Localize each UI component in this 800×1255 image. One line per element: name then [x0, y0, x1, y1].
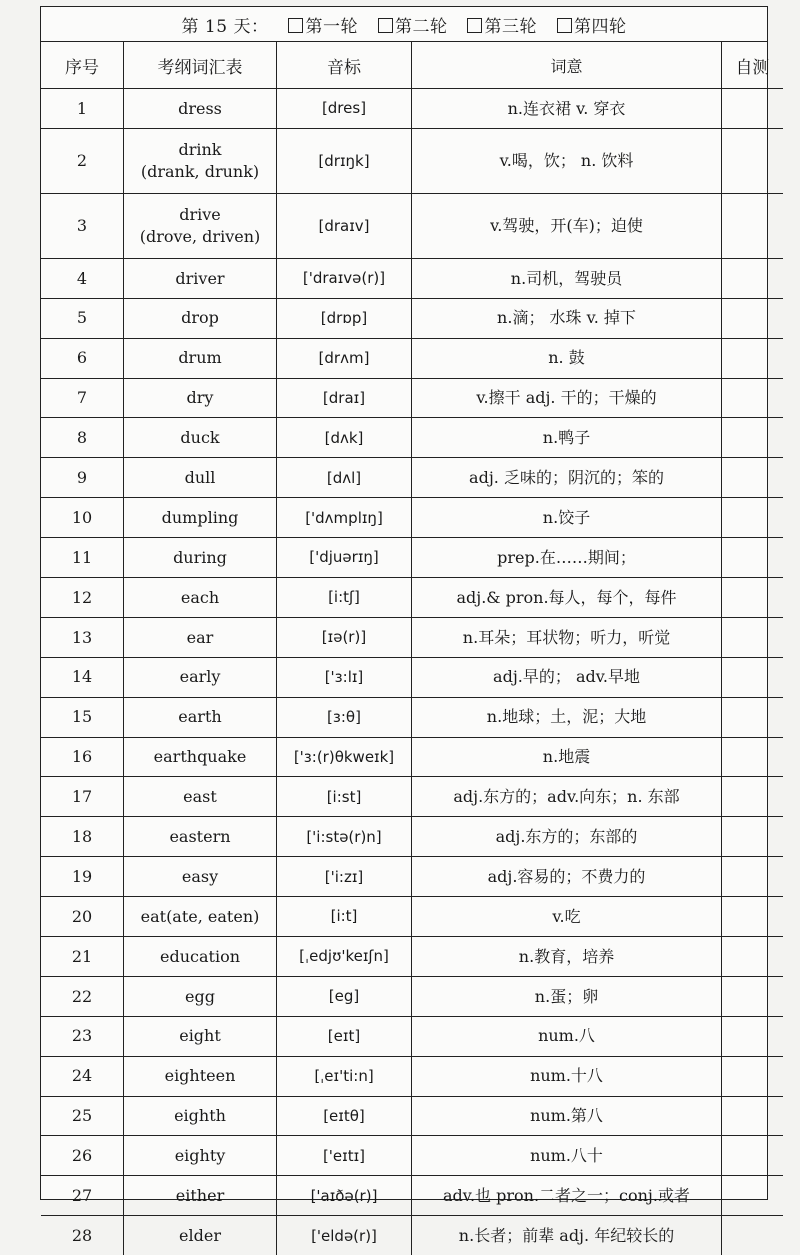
word-cell	[124, 937, 277, 977]
word-text: eighth	[125, 1105, 275, 1127]
word-cell	[124, 538, 277, 578]
row-number: 2	[41, 128, 124, 193]
table-row	[41, 1216, 783, 1255]
table-row	[41, 458, 783, 498]
word-cell	[124, 1096, 277, 1136]
word-text: drive	[125, 204, 275, 226]
row-number: 7	[41, 378, 124, 418]
meaning-cell: n.长者；前辈 adj. 年纪较长的	[412, 1216, 722, 1255]
checkbox-icon[interactable]	[557, 18, 572, 33]
column-header-meaning: 词意	[412, 42, 722, 89]
self-test-cell[interactable]	[722, 338, 784, 378]
table-row	[41, 737, 783, 777]
phonetic-cell: ['dʌmplɪŋ]	[277, 498, 412, 538]
word-cell	[124, 697, 277, 737]
table-row	[41, 578, 783, 618]
meaning-cell: n.耳朵；耳状物；听力，听觉	[412, 617, 722, 657]
word-text: eighty	[125, 1145, 275, 1167]
table-row	[41, 657, 783, 697]
meaning-cell: prep.在……期间；	[412, 538, 722, 578]
word-forms: (drove, driven)	[125, 226, 275, 248]
meaning-cell: v.吃	[412, 897, 722, 937]
meaning-cell: adj.东方的；东部的	[412, 817, 722, 857]
self-test-cell[interactable]	[722, 378, 784, 418]
word-text: drink	[125, 139, 275, 161]
row-number: 10	[41, 498, 124, 538]
word-cell	[124, 1016, 277, 1056]
table-row	[41, 1096, 783, 1136]
meaning-cell: num.八十	[412, 1136, 722, 1176]
word-cell	[124, 976, 277, 1016]
phonetic-cell: [eg]	[277, 976, 412, 1016]
self-test-cell[interactable]	[722, 258, 784, 298]
row-number: 11	[41, 538, 124, 578]
self-test-cell[interactable]	[722, 737, 784, 777]
meaning-cell: adj. 乏味的；阴沉的；笨的	[412, 458, 722, 498]
meaning-cell: adj.早的； adv.早地	[412, 657, 722, 697]
self-test-cell[interactable]	[722, 89, 784, 129]
table-row	[41, 937, 783, 977]
word-cell	[124, 498, 277, 538]
table-row	[41, 1176, 783, 1216]
phonetic-cell: [i:st]	[277, 777, 412, 817]
word-cell	[124, 1056, 277, 1096]
table-body	[41, 89, 783, 1255]
meaning-cell: num.八	[412, 1016, 722, 1056]
meaning-cell: adj.东方的；adv.向东；n. 东部	[412, 777, 722, 817]
checkbox-icon[interactable]	[467, 18, 482, 33]
row-number: 1	[41, 89, 124, 129]
table-row	[41, 1056, 783, 1096]
row-number: 16	[41, 737, 124, 777]
column-header-phonetic: 音标	[277, 42, 412, 89]
phonetic-cell: [drɒp]	[277, 298, 412, 338]
meaning-cell: n.地球；土，泥；大地	[412, 697, 722, 737]
phonetic-cell: [ˌeɪ'ti:n]	[277, 1056, 412, 1096]
meaning-cell: n.饺子	[412, 498, 722, 538]
meaning-cell: adj.& pron.每人，每个，每件	[412, 578, 722, 618]
meaning-cell: num.第八	[412, 1096, 722, 1136]
word-text: earthquake	[125, 746, 275, 768]
phonetic-cell: [drʌm]	[277, 338, 412, 378]
word-cell	[124, 378, 277, 418]
word-text: dry	[125, 387, 275, 409]
meaning-cell: adj.容易的；不费力的	[412, 857, 722, 897]
phonetic-cell: ['eldə(r)]	[277, 1216, 412, 1255]
table-row	[41, 298, 783, 338]
word-text: either	[125, 1185, 275, 1207]
table-row	[41, 1136, 783, 1176]
table-row	[41, 498, 783, 538]
meaning-cell: v.擦干 adj. 干的；干燥的	[412, 378, 722, 418]
table-row	[41, 897, 783, 937]
row-number: 23	[41, 1016, 124, 1056]
word-cell	[124, 857, 277, 897]
row-number: 18	[41, 817, 124, 857]
self-test-cell[interactable]	[722, 578, 784, 618]
row-number: 24	[41, 1056, 124, 1096]
self-test-cell[interactable]	[722, 617, 784, 657]
row-number: 21	[41, 937, 124, 977]
word-cell	[124, 193, 277, 258]
word-text: dull	[125, 467, 275, 489]
word-text: early	[125, 666, 275, 688]
word-cell	[124, 1216, 277, 1255]
round-4-option[interactable]: 第四轮	[557, 12, 627, 37]
meaning-cell: v.喝，饮； n. 饮料	[412, 128, 722, 193]
phonetic-cell: [ˌedjʊ'keɪʃn]	[277, 937, 412, 977]
row-number: 27	[41, 1176, 124, 1216]
self-test-cell[interactable]	[722, 1016, 784, 1056]
row-number: 14	[41, 657, 124, 697]
table-row	[41, 697, 783, 737]
phonetic-cell: [dʌk]	[277, 418, 412, 458]
table-row	[41, 378, 783, 418]
word-text: east	[125, 786, 275, 808]
meaning-cell: num.十八	[412, 1056, 722, 1096]
self-test-cell[interactable]	[722, 418, 784, 458]
phonetic-cell: [draɪ]	[277, 378, 412, 418]
word-cell	[124, 617, 277, 657]
meaning-cell: n.地震	[412, 737, 722, 777]
word-cell	[124, 338, 277, 378]
round-2-option[interactable]: 第二轮	[378, 12, 448, 37]
self-test-cell[interactable]	[722, 857, 784, 897]
self-test-cell[interactable]	[722, 1176, 784, 1216]
word-cell	[124, 1136, 277, 1176]
self-test-cell[interactable]	[722, 128, 784, 193]
word-cell	[124, 897, 277, 937]
phonetic-cell: ['eɪtɪ]	[277, 1136, 412, 1176]
phonetic-cell: [dres]	[277, 89, 412, 129]
phonetic-cell: [eɪtθ]	[277, 1096, 412, 1136]
word-text: education	[125, 946, 275, 968]
column-header-self-test: 自测	[722, 42, 784, 89]
self-test-cell[interactable]	[722, 777, 784, 817]
phonetic-cell: [drɪŋk]	[277, 128, 412, 193]
table-row	[41, 338, 783, 378]
word-text: ear	[125, 627, 275, 649]
row-number: 15	[41, 697, 124, 737]
table-row	[41, 258, 783, 298]
meaning-cell: n.鸭子	[412, 418, 722, 458]
word-text: dumpling	[125, 507, 275, 529]
table-row	[41, 89, 783, 129]
phonetic-cell: [ɪə(r)]	[277, 617, 412, 657]
column-header-word: 考纲词汇表	[124, 42, 277, 89]
phonetic-cell: ['ɜ:(r)θkweɪk]	[277, 737, 412, 777]
self-test-cell[interactable]	[722, 657, 784, 697]
word-text: dress	[125, 98, 275, 120]
word-text: eighteen	[125, 1065, 275, 1087]
meaning-cell: n.滴； 水珠 v. 掉下	[412, 298, 722, 338]
word-text: during	[125, 547, 275, 569]
word-text: eastern	[125, 826, 275, 848]
word-cell	[124, 817, 277, 857]
row-number: 6	[41, 338, 124, 378]
phonetic-cell: [eɪt]	[277, 1016, 412, 1056]
word-cell	[124, 1176, 277, 1216]
phonetic-cell: [ɜ:θ]	[277, 697, 412, 737]
row-number: 5	[41, 298, 124, 338]
word-cell	[124, 418, 277, 458]
word-cell	[124, 298, 277, 338]
word-text: egg	[125, 986, 275, 1008]
phonetic-cell: ['i:stə(r)n]	[277, 817, 412, 857]
phonetic-cell: ['ɜ:lɪ]	[277, 657, 412, 697]
phonetic-cell: ['djuərɪŋ]	[277, 538, 412, 578]
self-test-cell[interactable]	[722, 1096, 784, 1136]
word-forms: (drank, drunk)	[125, 161, 275, 183]
row-number: 3	[41, 193, 124, 258]
meaning-cell: n. 鼓	[412, 338, 722, 378]
row-number: 28	[41, 1216, 124, 1255]
self-test-cell[interactable]	[722, 538, 784, 578]
phonetic-cell: [draɪv]	[277, 193, 412, 258]
table-row	[41, 817, 783, 857]
row-number: 26	[41, 1136, 124, 1176]
phonetic-cell: [i:tʃ]	[277, 578, 412, 618]
phonetic-cell: ['i:zɪ]	[277, 857, 412, 897]
row-number: 19	[41, 857, 124, 897]
checkbox-icon[interactable]	[288, 18, 303, 33]
word-text: easy	[125, 866, 275, 888]
word-text: driver	[125, 268, 275, 290]
round-3-option[interactable]: 第三轮	[467, 12, 537, 37]
word-cell	[124, 89, 277, 129]
vocabulary-table	[41, 42, 783, 1255]
meaning-cell: n.连衣裙 v. 穿衣	[412, 89, 722, 129]
self-test-cell[interactable]	[722, 1136, 784, 1176]
row-number: 9	[41, 458, 124, 498]
row-number: 4	[41, 258, 124, 298]
word-text: drum	[125, 347, 275, 369]
self-test-cell[interactable]	[722, 817, 784, 857]
table-row	[41, 976, 783, 1016]
phonetic-cell: ['aɪðə(r)]	[277, 1176, 412, 1216]
self-test-cell[interactable]	[722, 1216, 784, 1255]
self-test-cell[interactable]	[722, 298, 784, 338]
checkbox-icon[interactable]	[378, 18, 393, 33]
vocabulary-sheet	[40, 6, 768, 1200]
word-cell	[124, 777, 277, 817]
meaning-cell: adv.也 pron.二者之一；conj.或者	[412, 1176, 722, 1216]
self-test-cell[interactable]	[722, 498, 784, 538]
table-row	[41, 193, 783, 258]
self-test-cell[interactable]	[722, 1056, 784, 1096]
meaning-cell: n.教育，培养	[412, 937, 722, 977]
self-test-cell[interactable]	[722, 976, 784, 1016]
row-number: 8	[41, 418, 124, 458]
self-test-cell[interactable]	[722, 897, 784, 937]
self-test-cell[interactable]	[722, 193, 784, 258]
row-number: 17	[41, 777, 124, 817]
day-label: 第 15 天：	[182, 12, 269, 37]
word-text: each	[125, 587, 275, 609]
word-cell	[124, 128, 277, 193]
table-row	[41, 1016, 783, 1056]
meaning-cell: v.驾驶，开(车)；迫使	[412, 193, 722, 258]
table-row	[41, 777, 783, 817]
word-cell	[124, 737, 277, 777]
round-1-option[interactable]: 第一轮	[288, 12, 358, 37]
word-text: elder	[125, 1225, 275, 1247]
self-test-cell[interactable]	[722, 458, 784, 498]
table-row	[41, 617, 783, 657]
word-text: duck	[125, 427, 275, 449]
meaning-cell: n.司机，驾驶员	[412, 258, 722, 298]
row-number: 13	[41, 617, 124, 657]
word-text: earth	[125, 706, 275, 728]
phonetic-cell: [dʌl]	[277, 458, 412, 498]
word-cell	[124, 578, 277, 618]
phonetic-cell: [i:t]	[277, 897, 412, 937]
word-text: eight	[125, 1025, 275, 1047]
table-row	[41, 418, 783, 458]
self-test-cell[interactable]	[722, 697, 784, 737]
row-number: 12	[41, 578, 124, 618]
word-cell	[124, 657, 277, 697]
word-cell	[124, 258, 277, 298]
word-text: eat(ate, eaten)	[125, 906, 275, 928]
phonetic-cell: ['draɪvə(r)]	[277, 258, 412, 298]
title-row	[41, 7, 767, 42]
table-row	[41, 857, 783, 897]
table-row	[41, 128, 783, 193]
row-number: 22	[41, 976, 124, 1016]
word-cell	[124, 458, 277, 498]
column-header-number: 序号	[41, 42, 124, 89]
row-number: 25	[41, 1096, 124, 1136]
table-header-row	[41, 42, 783, 89]
row-number: 20	[41, 897, 124, 937]
word-text: drop	[125, 307, 275, 329]
self-test-cell[interactable]	[722, 937, 784, 977]
table-row	[41, 538, 783, 578]
meaning-cell: n.蛋；卵	[412, 976, 722, 1016]
